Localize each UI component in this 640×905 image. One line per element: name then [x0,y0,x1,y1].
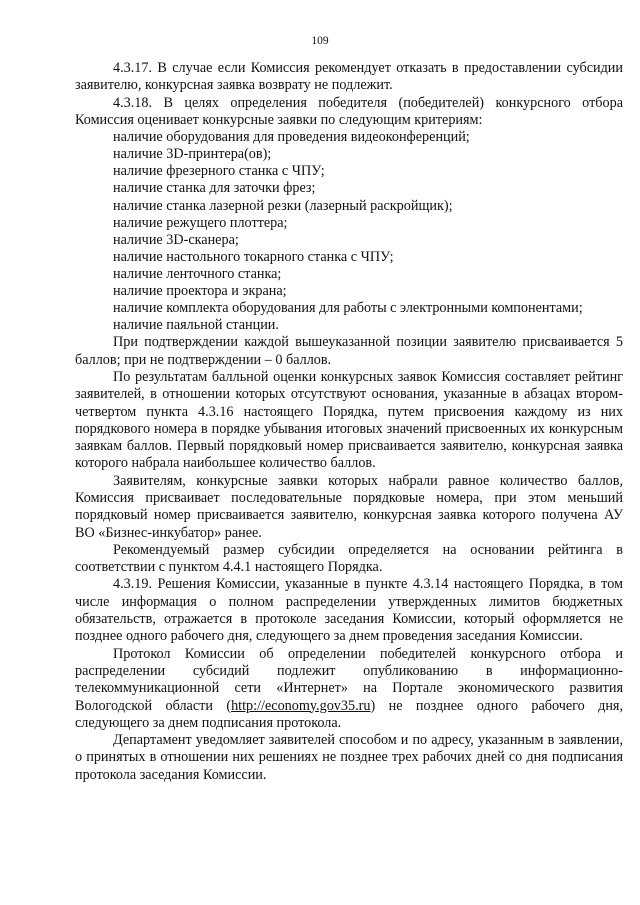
criteria-item: наличие 3D-принтера(ов); [113,146,272,163]
page-number: 109 [311,35,329,47]
economy-portal-link[interactable]: http://economy.gov35.ru [231,697,371,714]
criteria-item: наличие паяльной станции. [113,317,279,334]
scoring-paragraph: При подтверждении каждой вышеуказанной позиции заявителю присваивается 5 баллов; при не подтверждении – 0 баллов. [75,334,623,368]
rating-paragraph: По результатам балльной оценки конкурсных заявок Комиссия составляет рейтинг заявителей, в отношении которых отсутствуют основания, указанные в абзацах втором-четвертом пункта 4.3.16 настоящего Порядка, путем присвоения каждому из них порядкового номера в порядке убывания итоговых значений присвоенных их конкурсным заявкам баллов. Первый порядковый номер присваивается заявителю, конкурсная заявка которого набрала наибольшее количество баллов. [75,368,623,472]
protocol-text-after: ) не позднее одного рабочего дня, следующего за днем подписания протокола. [75,697,623,731]
criteria-item: наличие станка для заточки фрез; [113,180,316,197]
criteria-list [75,129,623,334]
recommended-subsidy-paragraph: Рекомендуемый размер субсидии определяется на основании рейтинга в соответствии с пунктом 4.4.1 настоящего Порядка. [75,541,623,576]
paragraph-4-3-17: 4.3.17. В случае если Комиссия рекомендует отказать в предоставлении субсидии заявителю, конкурсная заявка возврату не подлежит. [75,60,623,94]
paragraph-4-3-19: 4.3.19. Решения Комиссии, указанные в пункте 4.3.14 настоящего Порядка, в том числе информация о полном распределении утвержденных лимитов бюджетных обязательств, отражается в протоколе заседания Комиссии, который оформляется не позднее одного рабочего дня, следующего за днем проведения заседания Комиссии. [75,576,623,645]
criteria-item: наличие режущего плоттера; [113,214,288,231]
protocol-text-before: Протокол Комиссии об определении победителей конкурсного отбора и распределении субсидий подлежит опубликованию в информационно-телекоммуникационной сети «Интернет» на Портале экономического развития Вологодской области ( [75,645,623,714]
criteria-item: наличие оборудования для проведения видеоконференций; [113,129,470,146]
criteria-item: наличие комплекта оборудования для работы с электронными компонентами; [113,300,583,317]
criteria-item: наличие фрезерного станка с ЧПУ; [113,163,325,180]
criteria-item: наличие 3D-сканера; [113,231,239,248]
equal-scores-paragraph: Заявителям, конкурсные заявки которых набрали равное количество баллов, Комиссия присваивает последовательные порядковые номера, при этом меньший порядковый номер присваивается заявителю, конкурсная заявка которого получена АУ ВО «Бизнес-инкубатор» ранее. [75,472,623,541]
criteria-item: наличие проектора и экрана; [113,283,287,300]
department-paragraph: Департамент уведомляет заявителей способом и по адресу, указанным в заявлении, о принятых в отношении них решениях не позднее трех рабочих дней со дня подписания протокола заседания Комиссии. [75,732,623,783]
criteria-item: наличие настольного токарного станка с ЧПУ; [113,248,394,265]
protocol-paragraph [75,646,623,732]
criteria-item: наличие ленточного станка; [113,265,282,282]
document-body [75,60,623,784]
paragraph-4-3-18: 4.3.18. В целях определения победителя (победителей) конкурсного отбора Комиссия оценивает конкурсные заявки по следующим критериям: [75,94,623,128]
criteria-item: наличие станка лазерной резки (лазерный раскройщик); [113,197,453,214]
